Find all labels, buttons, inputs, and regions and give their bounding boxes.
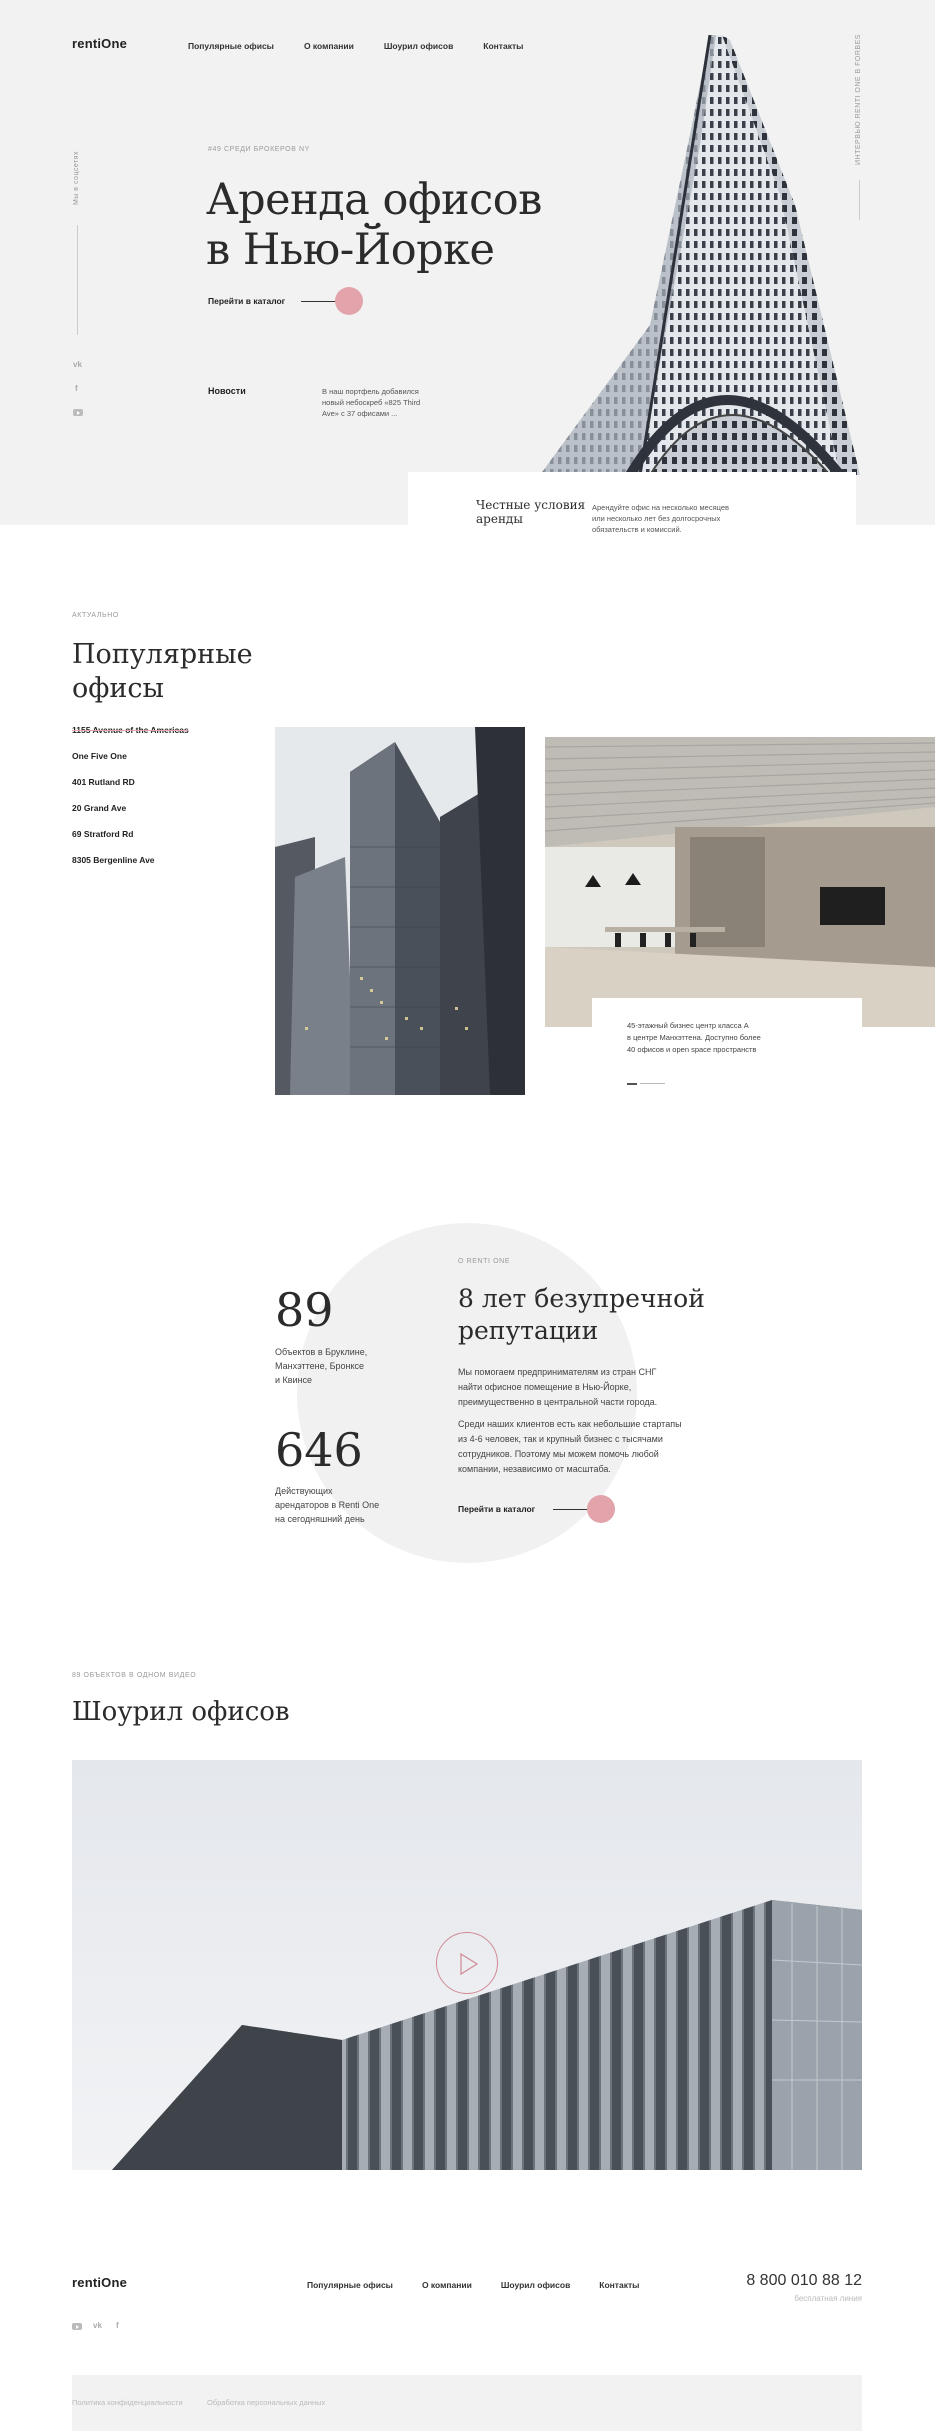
office-caption-card	[592, 998, 862, 1108]
footer-logo[interactable]: rentiOne	[72, 2275, 128, 2290]
phone-number[interactable]: 8 800 010 88 12	[746, 2272, 862, 2289]
legal-bar	[72, 2375, 862, 2431]
hero-kicker: #49 СРЕДИ БРОКЕРОВ NY	[208, 146, 310, 153]
social-caption: Мы в соцсетях	[73, 150, 80, 205]
youtube-icon[interactable]	[73, 409, 83, 416]
nav-item-about[interactable]: О компании	[303, 41, 354, 51]
conditions-card	[408, 472, 856, 532]
stat-objects-number: 89	[275, 1283, 334, 1337]
nav-item-contacts[interactable]: Контакты	[483, 41, 524, 51]
office-item[interactable]: 401 Rutland RD	[72, 777, 135, 787]
office-interior-image	[545, 737, 935, 1027]
stat-objects-label: Объектов в Бруклине, Манхэттене, Бронксе и Квинсе	[275, 1347, 368, 1385]
cta-dot	[335, 287, 363, 315]
footer-nav-showreel[interactable]: Шоурил офисов	[500, 2280, 571, 2290]
forbes-link[interactable]: ИНТЕРВЬЮ RENTI ONE В FORBES	[855, 34, 862, 165]
catalog-link-label: Перейти в каталог	[208, 296, 286, 306]
popular-kicker: АКТУАЛЬНО	[72, 612, 119, 619]
stat-tenants-number: 646	[275, 1423, 363, 1477]
news-label: Новости	[208, 386, 246, 396]
showreel-title: Шоурил офисов	[72, 1697, 290, 1727]
footer-nav	[307, 2280, 639, 2290]
phone-note: бесплатная линия	[794, 2294, 862, 2303]
main-nav	[188, 41, 523, 51]
office-item-active[interactable]: 1155 Avenue of the Americas	[72, 725, 189, 735]
footer-nav-popular[interactable]: Популярные офисы	[307, 2280, 393, 2290]
side-divider	[77, 225, 78, 335]
vk-icon[interactable]: vk	[73, 360, 82, 369]
play-button[interactable]	[436, 1932, 498, 1994]
showreel-video[interactable]	[72, 1760, 862, 2170]
youtube-icon[interactable]	[72, 2323, 82, 2330]
nav-item-showreel[interactable]: Шоурил офисов	[383, 41, 454, 51]
showreel-kicker: 89 ОБЪЕКТОВ В ОДНОМ ВИДЕО	[72, 1672, 197, 1679]
vk-icon[interactable]: vk	[93, 2321, 102, 2330]
facebook-icon[interactable]: f	[116, 2321, 119, 2330]
office-caption: 45-этажный бизнес центр класса А в центре Манхэттена. Доступно более 40 офисов и open space пространств	[627, 1021, 761, 1054]
page-title: Аренда офисов в Нью-Йорке	[206, 175, 542, 275]
office-item[interactable]: One Five One	[72, 751, 127, 761]
facebook-icon[interactable]: f	[75, 384, 78, 393]
office-list	[72, 725, 189, 881]
skyscraper-image	[275, 727, 525, 1095]
catalog-link[interactable]	[208, 287, 363, 315]
hero-section	[0, 0, 935, 525]
about-paragraph-1: Мы помогаем предпринимателям из стран СНГ найти офисное помещение в Нью-Йорке, преимущественно в центральной части города.	[458, 1367, 658, 1407]
footer-nav-about[interactable]: О компании	[421, 2280, 472, 2290]
flatiron-building-image	[540, 35, 860, 475]
personal-data-link[interactable]: Обработка персональных данных	[207, 2398, 326, 2407]
office-item[interactable]: 69 Stratford Rd	[72, 829, 134, 839]
conditions-text: Арендуйте офис на несколько месяцев или несколько лет без долгосрочных обязательств и комиссий.	[592, 503, 730, 534]
office-item[interactable]: 20 Grand Ave	[72, 803, 127, 813]
about-catalog-link[interactable]	[458, 1495, 615, 1523]
popular-title: Популярные офисы	[72, 639, 253, 704]
about-title: 8 лет безупречной репутации	[458, 1284, 705, 1345]
slider-indicator[interactable]	[640, 1083, 665, 1084]
news-text[interactable]: В наш портфель добавился новый небоскреб «825 Third Ave» с 37 офисами ...	[322, 387, 421, 418]
cta-dot	[587, 1495, 615, 1523]
play-icon	[459, 1952, 479, 1976]
nav-item-popular[interactable]: Популярные офисы	[188, 41, 274, 51]
slider-indicator-active[interactable]	[627, 1083, 637, 1085]
about-kicker: О RENTI ONE	[458, 1258, 511, 1265]
privacy-policy-link[interactable]: Политика конфиденциальности	[72, 2398, 183, 2407]
footer-nav-contacts[interactable]: Контакты	[599, 2280, 640, 2290]
about-catalog-link-label: Перейти в каталог	[458, 1504, 536, 1514]
logo[interactable]: rentiOne	[72, 36, 128, 51]
about-paragraph-2: Среди наших клиентов есть как небольшие стартапы из 4-6 человек, так и крупный бизнес с тысячами сотрудников. Поэтому мы можем помочь любой компании, независимо от масштаба.	[458, 1419, 682, 1474]
office-item[interactable]: 8305 Bergenline Ave	[72, 855, 155, 865]
conditions-title: Честные условия аренды	[476, 498, 586, 526]
stat-tenants-label: Действующих арендаторов в Renti One на сегодняшний день	[275, 1486, 380, 1524]
